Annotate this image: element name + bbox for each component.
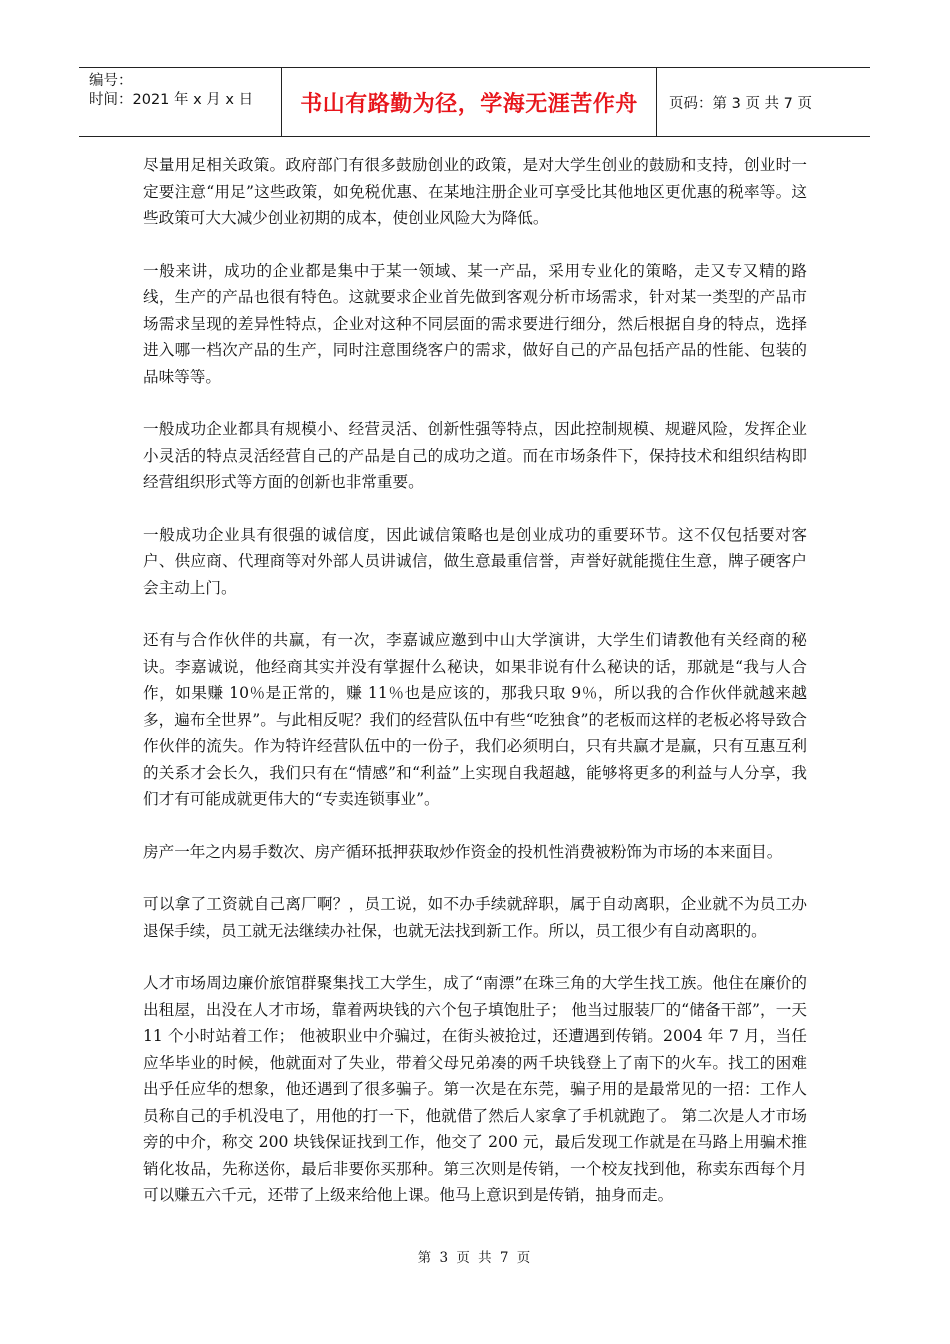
paragraph-resignation: 可以拿了工资就自己离厂啊？，员工说，如不办手续就辞职，属于自动离职，企业就不为员工办退保手续，员工就无法继续办社保，也就无法找到新工作。所以，员工很少有自动离职的。 (143, 895, 807, 940)
document-date-label: 时间：2021 年 x 月 x 日 (89, 92, 254, 108)
paragraph-real-estate: 房产一年之内易手数次、房产循环抵押获取炒作资金的投机性消费被粉饰为市场的本来面目。 (143, 842, 783, 861)
paragraph-job-seeker: 人才市场周边廉价旅馆群聚集找工大学生，成了“南漂”在珠三角的大学生找工族。他住在廉价的出租屋，出没在人才市场，靠着两块钱的六个包子填饱肚子； 他当过服装厂的“储备干部”，一天 11 个小时站着工作； 他被职业中介骗过，在街头被抢过，还遭遇到传销。2004 年 7 月，当任应华毕业的时候，他就面对了失业，带着父母兄弟凑的两千块钱登上了南下的火车。找工的困难出乎任应华的想象，他还遇到了很多骗子。第一次是在东莞，骗子用的是最常见的一招：工作人员称自己的手机没电了，用他的打一下，他就借了然后人家拿了手机就跑了。 第二次是人才市场旁的中介，称交 200 块钱保证找到工作，他交了 200 元，最后发现工作就是在马路上用骗术推销化妆品，先称送你，最后非要你买那种。第三次则是传销，一个校友找到他，称卖东西每个月可以赚五六千元，还带了上级来给他上课。他马上意识到是传销，抽身而走。 (143, 974, 807, 1204)
paragraph-specialization: 一般来讲，成功的企业都是集中于某一领域、某一产品，采用专业化的策略，走又专又精的路线，生产的产品也很有特色。这就要求企业首先做到客观分析市场需求，针对某一类型的产品市场需求呈现的差异性特点，企业对这种不同层面的需求要进行细分，然后根据自身的特点，选择进入哪一档次产品的生产，同时注意围绕客户的需求，做好自己的产品包括产品的性能、包装的品味等等。 (143, 261, 807, 386)
paragraph-integrity: 一般成功企业具有很强的诚信度，因此诚信策略也是创业成功的重要环节。这不仅包括要对客户、供应商、代理商等对外部人员讲诚信，做生意最重信誉，声誉好就能揽住生意，牌子硬客户会主动上门。 (143, 525, 807, 597)
paragraph-policy: 尽量用足相关政策。政府部门有很多鼓励创业的政策，是对大学生创业的鼓励和支持，创业时一定要注意“用足”这些政策，如免税优惠、在某地注册企业可享受比其他地区更优惠的税率等。这些政策可大大减少创业初期的成本，使创业风险大为降低。 (143, 156, 807, 227)
header-meta (79, 68, 282, 136)
paragraph-cooperation: 还有与合作伙伴的共赢，有一次，李嘉诚应邀到中山大学演讲，大学生们请教他有关经商的秘诀。李嘉诚说，他经商其实并没有掌握什么秘诀，如果非说有什么秘诀的话，那就是“我与人合作，如果赚 10％是正常的，赚 11％也是应该的，那我只取 9％，所以我的合作伙伴就越来越多，遍布全世界”。与此相反呢？我们的经营队伍中有些“吃独食”的老板而这样的老板必将导致合作伙伴的流失。作为特许经营队伍中的一份子，我们必须明白，只有共赢才是赢，只有互惠互利的关系才会长久，我们只有在“情感”和“利益”上实现自我超越，能够将更多的利益与人分享，我们才有可能成就更伟大的“专卖连锁事业”。 (143, 631, 807, 808)
page-footer: 第 3 页 共 7 页 (417, 1250, 533, 1266)
paragraph-flexibility: 一般成功企业都具有规模小、经营灵活、创新性强等特点，因此控制规模、规避风险，发挥企业小灵活的特点灵活经营自己的产品是自己的成功之道。而在市场条件下，保持技术和组织结构即经营组织形式等方面的创新也非常重要。 (143, 420, 807, 491)
document-number-label: 编号： (89, 73, 133, 89)
page-header (79, 67, 870, 137)
header-page-info: 页码：第 3 页 共 7 页 (669, 95, 812, 112)
header-motto: 书山有路勤为径，学海无涯苦作舟 (282, 68, 657, 136)
document-body (143, 152, 807, 1235)
